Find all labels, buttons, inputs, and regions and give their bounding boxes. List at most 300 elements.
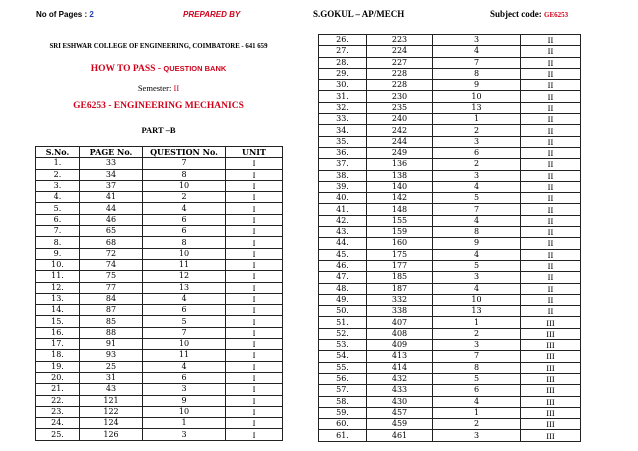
- cell-sno: 33.: [319, 114, 367, 125]
- cell-page: 34: [80, 169, 143, 180]
- cell-page: 430: [367, 396, 433, 407]
- cell-unit: II: [521, 306, 581, 317]
- cell-sno: 5.: [36, 203, 80, 214]
- cell-unit: II: [521, 294, 581, 305]
- cell-page: 240: [367, 114, 433, 125]
- cell-sno: 58.: [319, 396, 367, 407]
- table-row: [36, 282, 283, 293]
- cell-page: 332: [367, 294, 433, 305]
- cell-unit: II: [521, 57, 581, 68]
- cell-page: 25: [80, 361, 143, 372]
- cell-sno: 26.: [319, 35, 367, 46]
- cell-unit: I: [226, 180, 283, 191]
- subject-title: GE6253 - ENGINEERING MECHANICS: [73, 101, 244, 111]
- cell-question: 6: [143, 214, 226, 225]
- cell-question: 4: [433, 215, 521, 226]
- cell-page: 177: [367, 260, 433, 271]
- table-row: [319, 46, 581, 57]
- cell-page: 85: [80, 316, 143, 327]
- cell-page: 84: [80, 293, 143, 304]
- cell-question: 5: [433, 193, 521, 204]
- table-row: [36, 169, 283, 180]
- cell-page: 227: [367, 57, 433, 68]
- page-count-value: 2: [89, 10, 94, 19]
- cell-unit: II: [521, 272, 581, 283]
- cell-sno: 36.: [319, 147, 367, 158]
- table-row: [319, 35, 581, 46]
- cell-unit: III: [521, 419, 581, 430]
- cell-page: 91: [80, 339, 143, 350]
- cell-sno: 34.: [319, 125, 367, 136]
- cell-sno: 13.: [36, 293, 80, 304]
- cell-sno: 47.: [319, 272, 367, 283]
- cell-sno: 27.: [319, 46, 367, 57]
- cell-question: 3: [433, 170, 521, 181]
- cell-sno: 43.: [319, 227, 367, 238]
- cell-sno: 57.: [319, 385, 367, 396]
- cell-question: 8: [433, 227, 521, 238]
- cell-unit: III: [521, 317, 581, 328]
- cell-page: 41: [80, 192, 143, 203]
- cell-question: 3: [433, 272, 521, 283]
- doc-title-main: HOW TO PASS -: [90, 64, 161, 74]
- college-name: SRI ESHWAR COLLEGE OF ENGINEERING, COIMBATORE - 641 659: [49, 43, 268, 50]
- cell-page: 138: [367, 170, 433, 181]
- cell-sno: 31.: [319, 91, 367, 102]
- cell-question: 2: [143, 192, 226, 203]
- cell-unit: I: [226, 259, 283, 270]
- part-heading: PART –B: [141, 125, 176, 135]
- column-header-question: QUESTION No.: [143, 147, 226, 158]
- cell-unit: II: [521, 227, 581, 238]
- table-row: [319, 430, 581, 441]
- cell-question: 7: [143, 327, 226, 338]
- cell-sno: 44.: [319, 238, 367, 249]
- cell-unit: II: [521, 147, 581, 158]
- cell-unit: III: [521, 351, 581, 362]
- cell-question: 6: [143, 372, 226, 383]
- table-row: [36, 384, 283, 395]
- cell-sno: 56.: [319, 373, 367, 384]
- cell-page: 136: [367, 159, 433, 170]
- table-row: [319, 272, 581, 283]
- table-body-left: [36, 158, 283, 440]
- cell-page: 93: [80, 350, 143, 361]
- cell-sno: 4.: [36, 192, 80, 203]
- table-row: [36, 372, 283, 383]
- cell-question: 2: [433, 419, 521, 430]
- table-row: [319, 159, 581, 170]
- cell-page: 72: [80, 248, 143, 259]
- cell-page: 140: [367, 181, 433, 192]
- cell-unit: II: [521, 193, 581, 204]
- table-body-right: [319, 35, 581, 442]
- cell-sno: 46.: [319, 260, 367, 271]
- cell-unit: I: [226, 158, 283, 169]
- cell-page: 414: [367, 362, 433, 373]
- table-row: [36, 327, 283, 338]
- cell-unit: III: [521, 396, 581, 407]
- table-row: [36, 305, 283, 316]
- question-table-left: [35, 146, 283, 441]
- prepared-by-label: PREPARED BY: [183, 10, 241, 19]
- cell-question: 3: [143, 384, 226, 395]
- cell-question: 1: [433, 114, 521, 125]
- cell-sno: 18.: [36, 350, 80, 361]
- cell-page: 124: [80, 418, 143, 429]
- table-row: [319, 57, 581, 68]
- cell-page: 338: [367, 306, 433, 317]
- cell-sno: 15.: [36, 316, 80, 327]
- cell-page: 187: [367, 283, 433, 294]
- cell-sno: 24.: [36, 418, 80, 429]
- table-row: [36, 237, 283, 248]
- question-table-right: [318, 34, 581, 442]
- cell-sno: 7.: [36, 226, 80, 237]
- cell-page: 461: [367, 430, 433, 441]
- cell-unit: I: [226, 429, 283, 440]
- cell-unit: II: [521, 114, 581, 125]
- cell-page: 244: [367, 136, 433, 147]
- page-count: [36, 10, 94, 19]
- cell-sno: 38.: [319, 170, 367, 181]
- cell-question: 5: [433, 260, 521, 271]
- cell-unit: I: [226, 169, 283, 180]
- cell-page: 122: [80, 406, 143, 417]
- cell-page: 223: [367, 35, 433, 46]
- cell-sno: 16.: [36, 327, 80, 338]
- cell-sno: 25.: [36, 429, 80, 440]
- cell-question: 7: [143, 158, 226, 169]
- cell-sno: 2.: [36, 169, 80, 180]
- cell-page: 65: [80, 226, 143, 237]
- cell-unit: I: [226, 316, 283, 327]
- table-row: [36, 293, 283, 304]
- table-row: [319, 419, 581, 430]
- cell-unit: I: [226, 226, 283, 237]
- semester-label: Semester:: [137, 83, 172, 93]
- cell-sno: 17.: [36, 339, 80, 350]
- cell-question: 1: [433, 407, 521, 418]
- cell-page: 409: [367, 340, 433, 351]
- table-row: [319, 80, 581, 91]
- cell-question: 2: [433, 125, 521, 136]
- cell-unit: I: [226, 339, 283, 350]
- table-row: [36, 158, 283, 169]
- table-row: [319, 147, 581, 158]
- cell-unit: I: [226, 418, 283, 429]
- cell-question: 2: [433, 328, 521, 339]
- cell-page: 142: [367, 193, 433, 204]
- cell-question: 5: [143, 316, 226, 327]
- cell-page: 31: [80, 372, 143, 383]
- cell-question: 9: [433, 80, 521, 91]
- cell-unit: II: [521, 91, 581, 102]
- author-name: S.GOKUL – AP/MECH: [313, 9, 405, 19]
- cell-question: 4: [143, 203, 226, 214]
- table-row: [319, 373, 581, 384]
- cell-question: 13: [433, 102, 521, 113]
- table-row: [319, 238, 581, 249]
- cell-page: 224: [367, 46, 433, 57]
- cell-question: 3: [433, 430, 521, 441]
- cell-sno: 55.: [319, 362, 367, 373]
- cell-sno: 11.: [36, 271, 80, 282]
- table-row: [319, 170, 581, 181]
- cell-question: 10: [433, 294, 521, 305]
- cell-unit: III: [521, 430, 581, 441]
- cell-question: 4: [433, 181, 521, 192]
- cell-question: 13: [143, 282, 226, 293]
- table-row: [319, 114, 581, 125]
- table-row: [36, 339, 283, 350]
- table-row: [319, 215, 581, 226]
- cell-page: 228: [367, 80, 433, 91]
- cell-unit: I: [226, 384, 283, 395]
- cell-unit: I: [226, 203, 283, 214]
- table-row: [36, 350, 283, 361]
- cell-page: 432: [367, 373, 433, 384]
- cell-question: 5: [433, 373, 521, 384]
- cell-sno: 54.: [319, 351, 367, 362]
- cell-unit: I: [226, 350, 283, 361]
- cell-sno: 10.: [36, 259, 80, 270]
- cell-unit: II: [521, 170, 581, 181]
- cell-page: 46: [80, 214, 143, 225]
- cell-unit: II: [521, 35, 581, 46]
- table-row: [319, 227, 581, 238]
- table-row: [319, 193, 581, 204]
- cell-unit: I: [226, 305, 283, 316]
- table-row: [36, 418, 283, 429]
- cell-sno: 59.: [319, 407, 367, 418]
- table-row: [319, 283, 581, 294]
- table-row: [36, 180, 283, 191]
- table-row: [319, 351, 581, 362]
- cell-question: 3: [143, 429, 226, 440]
- cell-page: 33: [80, 158, 143, 169]
- cell-sno: 42.: [319, 215, 367, 226]
- table-row: [319, 260, 581, 271]
- cell-page: 242: [367, 125, 433, 136]
- cell-unit: II: [521, 125, 581, 136]
- cell-unit: II: [521, 136, 581, 147]
- cell-sno: 50.: [319, 306, 367, 317]
- cell-question: 12: [143, 271, 226, 282]
- cell-unit: III: [521, 373, 581, 384]
- cell-page: 413: [367, 351, 433, 362]
- cell-sno: 32.: [319, 102, 367, 113]
- cell-unit: I: [226, 237, 283, 248]
- table-row: [319, 249, 581, 260]
- subject-code: [490, 9, 568, 19]
- cell-sno: 23.: [36, 406, 80, 417]
- cell-page: 407: [367, 317, 433, 328]
- cell-unit: I: [226, 282, 283, 293]
- cell-question: 8: [143, 237, 226, 248]
- cell-unit: I: [226, 293, 283, 304]
- cell-unit: II: [521, 68, 581, 79]
- cell-unit: III: [521, 328, 581, 339]
- cell-question: 10: [433, 91, 521, 102]
- table-row: [319, 362, 581, 373]
- cell-unit: II: [521, 215, 581, 226]
- cell-sno: 41.: [319, 204, 367, 215]
- cell-question: 1: [433, 317, 521, 328]
- cell-sno: 60.: [319, 419, 367, 430]
- table-row: [319, 306, 581, 317]
- cell-unit: II: [521, 46, 581, 57]
- cell-question: 10: [143, 248, 226, 259]
- table-row: [319, 91, 581, 102]
- cell-question: 11: [143, 259, 226, 270]
- cell-sno: 30.: [319, 80, 367, 91]
- cell-page: 121: [80, 395, 143, 406]
- cell-sno: 48.: [319, 283, 367, 294]
- table-row: [319, 317, 581, 328]
- doc-title: [35, 64, 282, 74]
- cell-sno: 21.: [36, 384, 80, 395]
- cell-sno: 35.: [319, 136, 367, 147]
- cell-unit: I: [226, 361, 283, 372]
- cell-unit: II: [521, 249, 581, 260]
- cell-unit: III: [521, 362, 581, 373]
- cell-unit: II: [521, 260, 581, 271]
- column-header-sno: S.No.: [36, 147, 80, 158]
- cell-sno: 61.: [319, 430, 367, 441]
- cell-question: 7: [433, 204, 521, 215]
- cell-sno: 52.: [319, 328, 367, 339]
- cell-question: 3: [433, 35, 521, 46]
- cell-page: 235: [367, 102, 433, 113]
- cell-question: 10: [143, 180, 226, 191]
- column-header-page: PAGE No.: [80, 147, 143, 158]
- doc-title-suffix: QUESTION BANK: [163, 64, 227, 73]
- cell-page: 159: [367, 227, 433, 238]
- cell-unit: II: [521, 204, 581, 215]
- cell-unit: I: [226, 214, 283, 225]
- cell-page: 155: [367, 215, 433, 226]
- cell-page: 37: [80, 180, 143, 191]
- cell-question: 3: [433, 340, 521, 351]
- cell-question: 8: [143, 169, 226, 180]
- cell-question: 6: [433, 147, 521, 158]
- cell-question: 4: [433, 249, 521, 260]
- cell-question: 8: [433, 362, 521, 373]
- cell-question: 6: [143, 226, 226, 237]
- cell-unit: II: [521, 80, 581, 91]
- cell-page: 148: [367, 204, 433, 215]
- cell-page: 457: [367, 407, 433, 418]
- cell-sno: 9.: [36, 248, 80, 259]
- table-row: [36, 203, 283, 214]
- table-row: [36, 226, 283, 237]
- cell-sno: 29.: [319, 68, 367, 79]
- cell-page: 74: [80, 259, 143, 270]
- subject-code-label: Subject code:: [490, 9, 542, 19]
- cell-page: 249: [367, 147, 433, 158]
- table-row: [319, 407, 581, 418]
- page-count-label: No of Pages :: [36, 10, 88, 19]
- table-row: [319, 181, 581, 192]
- cell-sno: 12.: [36, 282, 80, 293]
- cell-question: 4: [433, 283, 521, 294]
- cell-question: 7: [433, 351, 521, 362]
- cell-sno: 45.: [319, 249, 367, 260]
- table-row: [319, 294, 581, 305]
- cell-question: 10: [143, 339, 226, 350]
- cell-sno: 37.: [319, 159, 367, 170]
- table-row: [36, 361, 283, 372]
- cell-question: 3: [433, 136, 521, 147]
- cell-unit: I: [226, 372, 283, 383]
- cell-unit: I: [226, 192, 283, 203]
- cell-sno: 40.: [319, 193, 367, 204]
- table-row: [319, 328, 581, 339]
- cell-sno: 28.: [319, 57, 367, 68]
- cell-page: 185: [367, 272, 433, 283]
- cell-question: 4: [143, 361, 226, 372]
- cell-page: 230: [367, 91, 433, 102]
- cell-page: 160: [367, 238, 433, 249]
- cell-unit: I: [226, 395, 283, 406]
- table-row: [319, 136, 581, 147]
- table-row: [36, 248, 283, 259]
- cell-page: 43: [80, 384, 143, 395]
- cell-page: 175: [367, 249, 433, 260]
- column-header-unit: UNIT: [226, 147, 283, 158]
- cell-unit: II: [521, 159, 581, 170]
- cell-question: 11: [143, 350, 226, 361]
- cell-question: 7: [433, 57, 521, 68]
- cell-page: 228: [367, 68, 433, 79]
- cell-sno: 51.: [319, 317, 367, 328]
- semester-line: [35, 83, 282, 93]
- table-row: [36, 395, 283, 406]
- cell-page: 68: [80, 237, 143, 248]
- cell-page: 459: [367, 419, 433, 430]
- cell-page: 408: [367, 328, 433, 339]
- semester-value: II: [173, 83, 180, 93]
- cell-question: 6: [143, 305, 226, 316]
- table-row: [36, 271, 283, 282]
- cell-page: 87: [80, 305, 143, 316]
- cell-sno: 3.: [36, 180, 80, 191]
- table-row: [36, 406, 283, 417]
- table-row: [319, 68, 581, 79]
- table-row: [319, 102, 581, 113]
- table-header-row: [36, 147, 283, 158]
- cell-unit: III: [521, 385, 581, 396]
- cell-sno: 19.: [36, 361, 80, 372]
- cell-unit: II: [521, 102, 581, 113]
- table-row: [319, 340, 581, 351]
- cell-sno: 14.: [36, 305, 80, 316]
- cell-sno: 22.: [36, 395, 80, 406]
- cell-unit: II: [521, 238, 581, 249]
- cell-question: 4: [143, 293, 226, 304]
- cell-question: 9: [433, 238, 521, 249]
- cell-unit: I: [226, 406, 283, 417]
- table-row: [36, 259, 283, 270]
- cell-question: 4: [433, 46, 521, 57]
- cell-question: 8: [433, 68, 521, 79]
- cell-sno: 20.: [36, 372, 80, 383]
- cell-sno: 8.: [36, 237, 80, 248]
- cell-page: 88: [80, 327, 143, 338]
- cell-unit: I: [226, 327, 283, 338]
- cell-question: 13: [433, 306, 521, 317]
